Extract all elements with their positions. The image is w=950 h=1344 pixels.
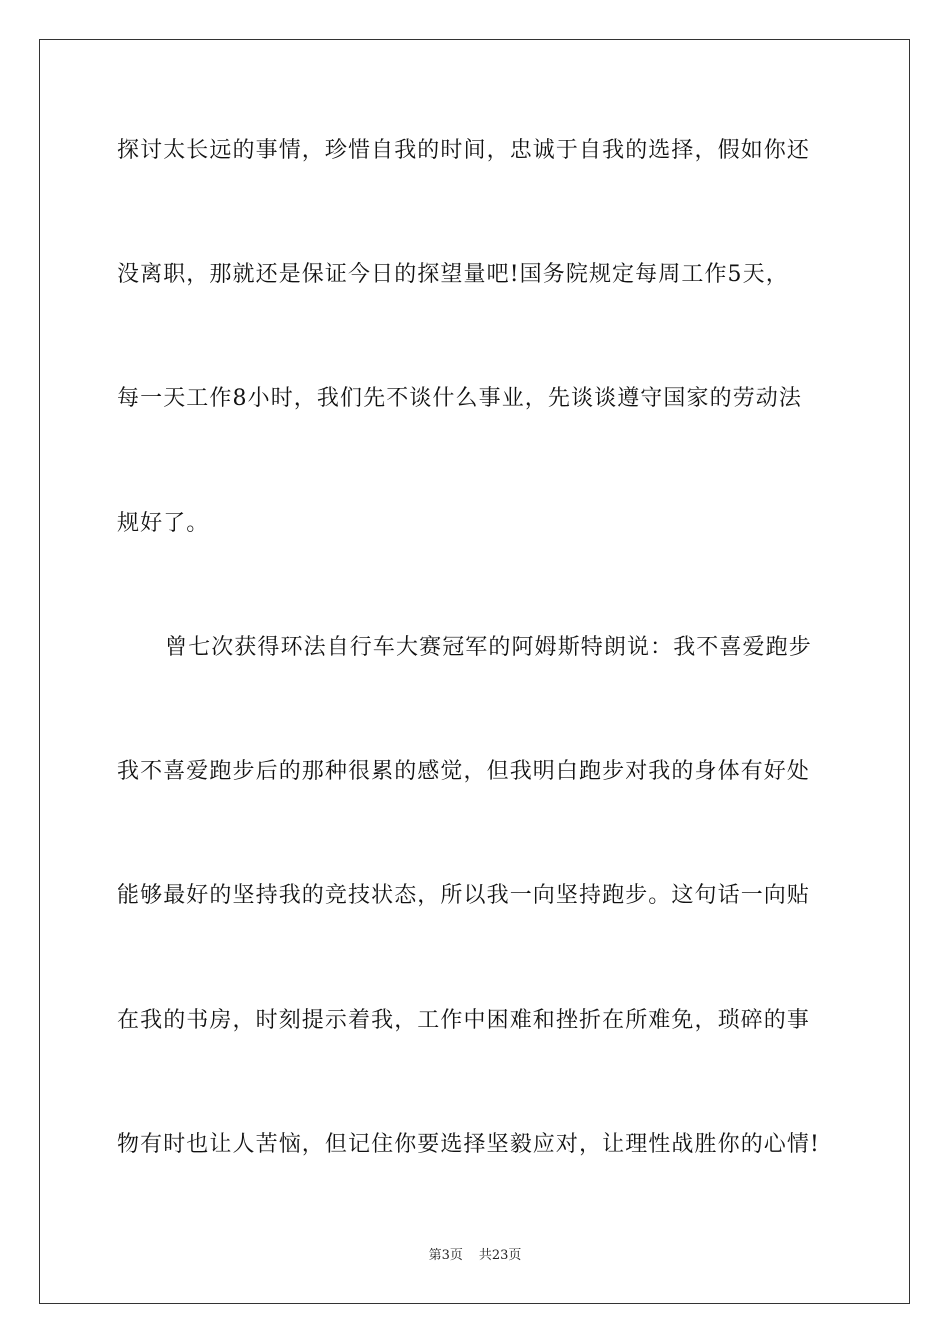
paragraph-first-line: 曾七次获得环法自行车大赛冠军的阿姆斯特朗说：我不喜爱跑步 bbox=[165, 635, 812, 660]
page-total: 共23页 bbox=[478, 1248, 522, 1263]
text-line: 物有时也让人苦恼，但记住你要选择坚毅应对，让理性战胜你的心情! bbox=[117, 1132, 820, 1157]
text-line: 探讨太长远的事情，珍惜自我的时间，忠诚于自我的选择，假如你还 bbox=[117, 138, 811, 163]
page-footer bbox=[0, 1247, 950, 1265]
text-line: 规好了。 bbox=[117, 511, 210, 536]
text-line: 能够最好的坚持我的竞技状态，所以我一向坚持跑步。这句话一向贴 bbox=[117, 883, 811, 908]
text-line: 在我的书房，时刻提示着我，工作中困难和挫折在所难免，琐碎的事 bbox=[117, 1008, 811, 1033]
page-number: 第3页 bbox=[428, 1248, 463, 1263]
text-line: 我不喜爱跑步后的那种很累的感觉，但我明白跑步对我的身体有好处 bbox=[117, 759, 811, 784]
text-line: 每一天工作8小时，我们先不谈什么事业，先谈谈遵守国家的劳动法 bbox=[117, 386, 802, 411]
text-line: 没离职，那就还是保证今日的探望量吧!国务院规定每周工作5天， bbox=[117, 262, 789, 287]
page-border bbox=[39, 39, 910, 1304]
